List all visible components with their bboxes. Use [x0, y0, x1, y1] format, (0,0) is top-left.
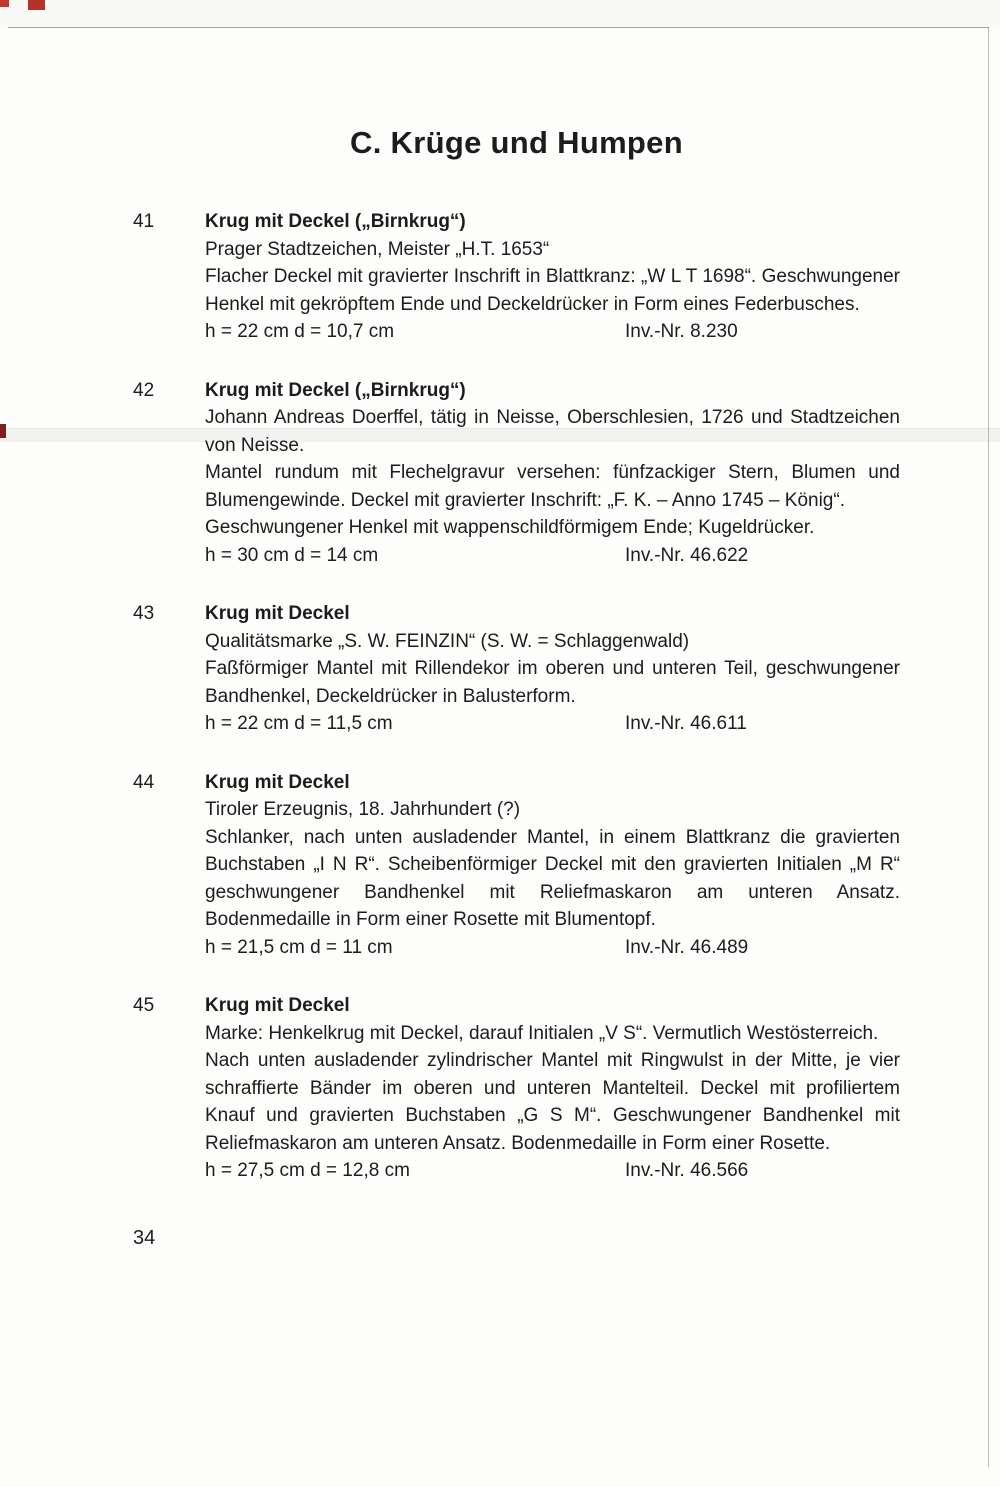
- page-title: C. Krüge und Humpen: [350, 125, 683, 160]
- entry-paragraphs: [205, 796, 900, 934]
- entry-paragraph: Tiroler Erzeugnis, 18. Jahrhundert (?): [205, 799, 521, 820]
- entry-paragraph: Nach unten ausladender zylindrischer Mantel mit Ringwulst in der Mitte, je vier schraffierte Bänder im oberen und unteren Mantelteil. Deckel mit profiliertem Knauf und gravierten Buchstaben „G S M“. Geschwungener Bandhenkel mit Reliefmaskaron am unteren Ansatz. Bodenmedaille in Form einer Rosette.: [205, 1050, 900, 1154]
- entry-text: [205, 600, 900, 738]
- entry-inventory-number: Inv.-Nr. 46.622: [625, 544, 749, 566]
- entry-title: Krug mit Deckel: [205, 771, 350, 793]
- entry-title: Krug mit Deckel: [205, 995, 350, 1016]
- entry-paragraph: Flacher Deckel mit gravierter Inschrift in Blattkranz: „W L T 1698“. Geschwungener Henkel mit gekröpftem Ende und Deckeldrücker in Form eines Federbusches.: [205, 266, 900, 315]
- entry-dimensions: h = 21,5 cm d = 11 cm: [205, 936, 393, 958]
- entry-number: 42: [133, 379, 155, 401]
- entry-dimensions: h = 30 cm d = 14 cm: [205, 544, 379, 566]
- entry-number: 43: [133, 603, 155, 624]
- entry-dimensions-row: [205, 542, 900, 570]
- entry-dimensions-row: [205, 710, 900, 738]
- entry-text: [205, 992, 900, 1185]
- entry-inventory-number: Inv.-Nr. 46.611: [625, 713, 747, 734]
- entry-dimensions: h = 22 cm d = 11,5 cm: [205, 713, 393, 734]
- entry-paragraph: Johann Andreas Doerffel, tätig in Neisse, Oberschlesien, 1726 und Stadtzeichen von Neisse.: [205, 407, 900, 456]
- entry-dimensions-row: [205, 1157, 900, 1185]
- page-number: 34: [133, 1226, 156, 1249]
- entry-dimensions: h = 27,5 cm d = 12,8 cm: [205, 1160, 410, 1181]
- catalog-entry: [133, 600, 900, 738]
- entry-paragraphs: [205, 628, 900, 711]
- entry-paragraph: Geschwungener Henkel mit wappenschildförmigem Ende; Kugeldrücker.: [205, 517, 815, 538]
- entry-inventory-number: Inv.-Nr. 46.566: [625, 1160, 749, 1181]
- entry-dimensions-row: [205, 934, 900, 962]
- catalog-entry: [133, 208, 900, 346]
- entry-title: Krug mit Deckel („Birnkrug“): [205, 211, 466, 232]
- entry-number: 44: [133, 771, 155, 793]
- catalog-entry: [133, 992, 900, 1185]
- entry-number: 41: [133, 211, 155, 232]
- entry-inventory-number: Inv.-Nr. 8.230: [625, 321, 738, 342]
- entry-paragraph: Mantel rundum mit Flechelgravur versehen: fünfzackiger Stern, Blumen und Blumengewinde. Deckel mit gravierter Inschrift: „F. K. – Anno 1745 – König“.: [205, 462, 900, 511]
- entry-paragraph: Faßförmiger Mantel mit Rillendekor im oberen und unteren Teil, geschwungener Bandhenkel, Deckeldrücker in Balusterform.: [205, 658, 900, 707]
- entry-dimensions: h = 22 cm d = 10,7 cm: [205, 321, 395, 342]
- entry-number: 45: [133, 995, 155, 1016]
- entry-paragraphs: [205, 1020, 900, 1158]
- entry-text: [205, 377, 900, 570]
- entry-text: [205, 769, 900, 962]
- entry-list: [133, 208, 900, 1185]
- entry-paragraphs: [205, 404, 900, 542]
- entry-title: Krug mit Deckel: [205, 603, 350, 624]
- entry-title: Krug mit Deckel („Birnkrug“): [205, 379, 466, 401]
- catalog-entry: [133, 377, 900, 570]
- entry-inventory-number: Inv.-Nr. 46.489: [625, 936, 749, 958]
- entry-paragraph: Qualitätsmarke „S. W. FEINZIN“ (S. W. = Schlaggenwald): [205, 630, 690, 652]
- entry-paragraph: Schlanker, nach unten ausladender Mantel, in einem Blattkranz die gravierten Buchstaben „I N R“. Scheibenförmiger Deckel mit den gravierten Initialen „M R“ geschwungener Bandhenkel mit Reliefmaskaron am unteren Ansatz. Bodenmedaille in Form einer Rosette mit Blumentopf.: [205, 826, 900, 930]
- entry-text: [205, 208, 900, 346]
- catalog-entry: [133, 769, 900, 962]
- entry-dimensions-row: [205, 318, 900, 346]
- entry-paragraphs: [205, 236, 900, 319]
- entry-paragraph: Marke: Henkelkrug mit Deckel, darauf Initialen „V S“. Vermutlich Westösterreich.: [205, 1022, 879, 1044]
- entry-paragraph: Prager Stadtzeichen, Meister „H.T. 1653“: [205, 238, 550, 260]
